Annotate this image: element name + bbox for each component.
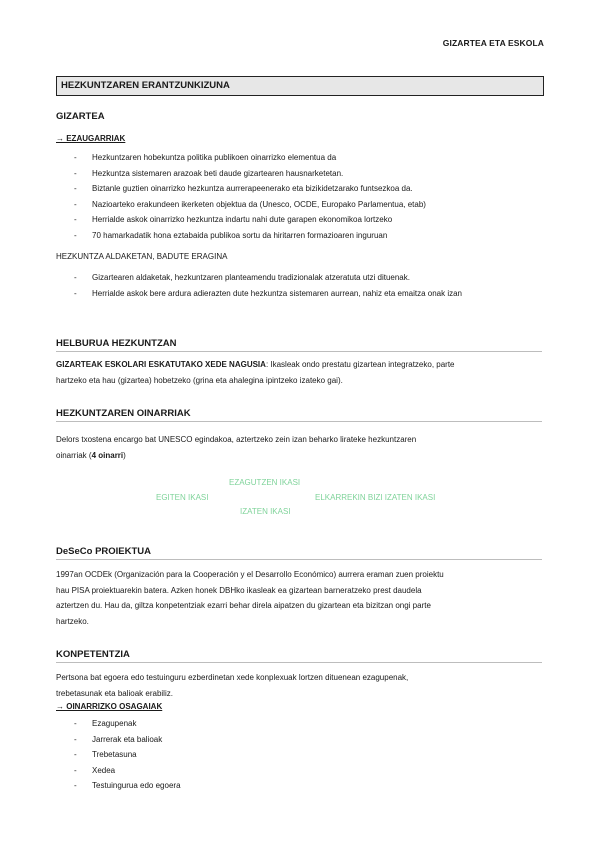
list-item: - Nazioarteko erakundeen ikerketen objektua da (Unesco, OCDE, Europako Parlamentua, etab)	[56, 197, 556, 213]
konpetentzia-paragraph: Pertsona bat egoera edo testuinguru ezberdinetan xede konplexuak lortzen dituenean ezagupenak, trebetasunak eta balioak erabiliz.	[56, 673, 409, 698]
list-item: - Herrialde askok oinarrizko hezkuntza indartu nahi dute garapen ekonomikoa lortzeko	[56, 212, 556, 228]
subheading-ezaugarriak: → EZAUGARRIAK	[56, 134, 126, 143]
section-heading-gizartea: GIZARTEA	[56, 111, 105, 122]
list-item: - Gizartearen aldaketak, hezkuntzaren planteamendu tradizionalak atzeratuta utzi dituenak.	[56, 270, 556, 286]
aldaketa-label: HEZKUNTZA ALDAKETAN, BADUTE ERAGINA	[56, 252, 228, 261]
subheading-oinarrizko-osagaiak: → OINARRIZKO OSAGAIAK	[56, 702, 163, 711]
list-item: - 70 hamarkadatik hona eztabaida publikoa sortu da hiritarren formazioaren inguruan	[56, 228, 556, 244]
section-heading-deseco: DeSeCo PROIEKTUA	[56, 546, 542, 560]
pillar-ezagutzen: EZAGUTZEN IKASI	[229, 478, 301, 487]
list-item: - Ezagupenak	[56, 716, 556, 732]
list-item: - Herrialde askok bere ardura adierazten dute hezkuntza sistemaren aurrean, nahiz eta emaitza onak izan	[56, 286, 556, 302]
list-item: - Hezkuntzaren hobekuntza politika publikoen oinarrizko elementua da	[56, 150, 556, 166]
document-title-box	[56, 76, 544, 96]
list-item: - Trebetasuna	[56, 747, 556, 763]
section-heading-helburua: HELBURUA HEZKUNTZAN	[56, 338, 542, 352]
pillar-izaten: IZATEN IKASI	[240, 507, 291, 516]
running-header: GIZARTEA ETA ESKOLA	[442, 38, 544, 48]
aldaketa-list	[56, 270, 556, 301]
helburua-paragraph: GIZARTEAK ESKOLARI ESKATUTAKO XEDE NAGUSIA: Ikasleak ondo prestatu gizartean integratzeko, parte hartzeko eta hau (gizartea) hobetzeko (grina eta ahalegina ipintzeko izateko gai).	[56, 360, 455, 385]
document-title: HEZKUNTZAREN ERANTZUNKIZUNA	[61, 80, 230, 91]
helburua-bold-label: GIZARTEAK ESKOLARI ESKATUTAKO XEDE NAGUSIA	[56, 360, 266, 369]
section-heading-konpetentzia: KONPETENTZIA	[56, 649, 542, 663]
pillar-egiten: EGITEN IKASI	[156, 493, 209, 502]
list-item: - Hezkuntza sistemaren arazoak beti daude gizartearen hausnarketetan.	[56, 166, 556, 182]
oinarriak-paragraph: Delors txostena encargo bat UNESCO egindakoa, aztertzeko zein izan beharko lirateke hezkuntzaren oinarriak (4 oinarri)	[56, 435, 417, 460]
list-item: - Testuingurua edo egoera	[56, 778, 556, 794]
osagaiak-list	[56, 716, 556, 794]
list-item: - Xedea	[56, 763, 556, 779]
list-item: - Biztanle guztien oinarrizko hezkuntza aurrerapeenerako eta bizikidetzarako funtsezkoa da.	[56, 181, 556, 197]
deseco-paragraph: 1997an OCDEk (Organización para la Cooperación y el Desarrollo Económico) aurrera eraman zuen proiektu hau PISA proiektuarekin batera. Azken honek DBHko ikasleak ea gizartean barneratzeko prest daudela aztertzen du. Hau da, giltza konpetentziak ezarri behar direla aipatzen du gizartean eta bizitzan ongi parte hartzeko.	[56, 570, 444, 626]
list-item: - Jarrerak eta balioak	[56, 732, 556, 748]
ezaugarriak-list	[56, 150, 556, 244]
section-heading-oinarriak: HEZKUNTZAREN OINARRIAK	[56, 408, 542, 422]
pillar-elkarrekin: ELKARREKIN BIZI IZATEN IKASI	[315, 493, 436, 502]
